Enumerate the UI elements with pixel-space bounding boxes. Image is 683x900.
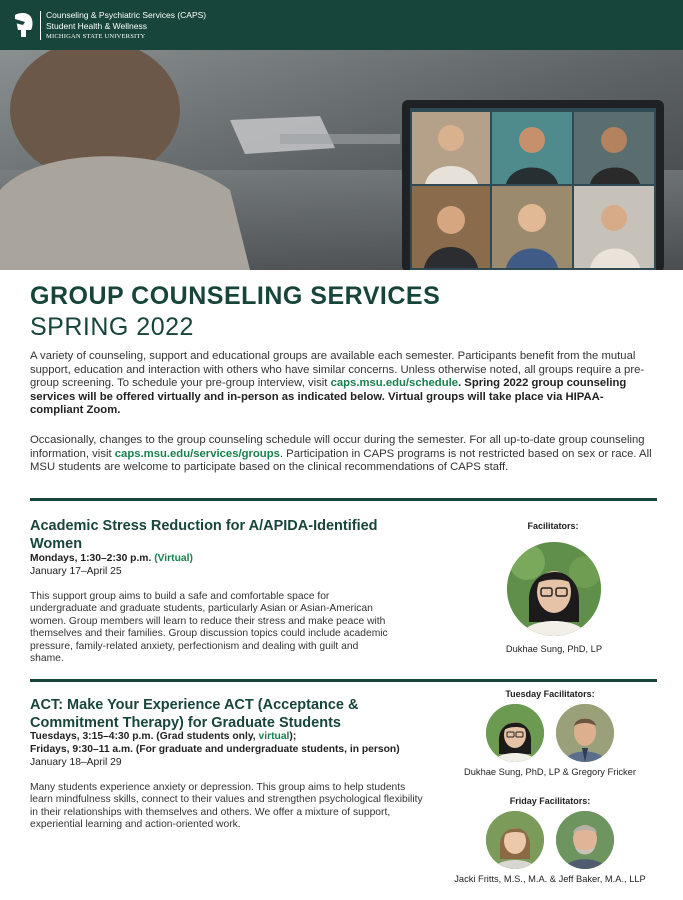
- group-2-tuesday-heading: Tuesday Facilitators:: [505, 689, 595, 699]
- person-photo-icon: [507, 542, 601, 636]
- facilitator-avatar-dukhae-sung: [507, 542, 601, 636]
- intro-paragraph-1: [30, 350, 655, 418]
- facilitator-avatar-jeff-baker: [556, 811, 614, 869]
- group-2-dates: January 18–April 29: [30, 757, 122, 768]
- group-2-schedule-tuesday: [30, 731, 296, 744]
- logo-line-caps: Counseling & Psychiatric Services (CAPS): [46, 10, 207, 20]
- group-1-title: Academic Stress Reduction for A/APIDA-Identified Women: [30, 518, 378, 552]
- logo-divider: [40, 11, 41, 40]
- person-photo-icon: [486, 811, 544, 869]
- facilitator-avatar-jacki-fritts: [486, 811, 544, 869]
- group-1-description: This support group aims to build a safe and comfortable space for undergraduate and graduate students, particularly Asian or Asian-American women. Group members will learn to reduce their stress and make peace with themselves and their families. Group discussion topics could include academic pressure, family-related anxiety, perfectionism and dealing with guilt and shame.: [30, 591, 388, 665]
- person-photo-icon: [556, 704, 614, 762]
- group-2-title: ACT: Make Your Experience ACT (Acceptance & Commitment Therapy) for Graduate Students: [30, 697, 359, 731]
- intro-text-2: Occasionally, changes to the group counseling schedule will occur during the semester. For all up-to-date group counseling information, visit: [30, 434, 645, 460]
- facilitator-avatar-dukhae-sung-2: [486, 704, 544, 762]
- group-1-schedule-time: Mondays, 1:30–2:30 p.m.: [30, 553, 155, 564]
- intro-text-2-rest: . Participation in CAPS programs is not restricted based on sex or race. All MSU students are welcome to participate based on the clinical recommendations of CAPS staff.: [30, 447, 652, 474]
- group-1-mode: (Virtual): [154, 553, 193, 564]
- intro-bold-text: . Spring 2022 group counseling services will be offered virtually and in-person as indicated below. Virtual groups will take place via HIPAA-compliant Zoom.: [30, 377, 627, 417]
- header-bar: [0, 0, 683, 50]
- page-title: GROUP COUNSELING SERVICES: [30, 282, 441, 310]
- group-2-description: Many students experience anxiety or depression. This group aims to help students learn mindfulness skills, connect to their values and strengthen psychological flexibility in their relationships with themselves and others. We offer a mixture of support, experiential learning and action-oriented work.: [30, 782, 423, 831]
- facilitator-avatar-gregory-fricker: [556, 704, 614, 762]
- group-1-facilitators-heading: Facilitators:: [527, 521, 579, 531]
- section-divider-1: [30, 498, 657, 501]
- hero-image: [0, 50, 683, 270]
- logo-line-msu: MICHIGAN STATE UNIVERSITY: [46, 33, 146, 40]
- groups-link[interactable]: caps.msu.edu/services/groups: [114, 447, 280, 460]
- logo-line-shw: Student Health & Wellness: [46, 21, 147, 31]
- group-2-friday-names: Jacki Fritts, M.S., M.A. & Jeff Baker, M.A., LLP: [454, 874, 646, 884]
- spartan-helmet-icon: [12, 12, 34, 38]
- intro-text-1: A variety of counseling, support and educational groups are available each semester. Participants benefit from the mutual support, education and interaction with others who have similar concerns. Unless otherwise noted, all groups require a pre-group screening. To schedule your pre-group interview, visit: [30, 350, 645, 390]
- person-photo-icon: [486, 704, 544, 762]
- intro-paragraph-2: [30, 434, 655, 475]
- group-1-dates: January 17–April 25: [30, 566, 122, 577]
- logo-wordmark: [46, 10, 206, 42]
- group-1-facilitators-names: Dukhae Sung, PhD, LP: [505, 644, 603, 654]
- group-2-tuesday-names: Dukhae Sung, PhD, LP & Gregory Fricker: [464, 767, 636, 777]
- group-2-mode-virtual: virtual: [258, 731, 290, 742]
- group-2-schedule-tuesday-time: Tuesdays, 3:15–4:30 p.m. (Grad students only,: [30, 731, 259, 742]
- group-2-schedule-friday: [30, 744, 400, 757]
- video-call-laptop-photo-icon: [0, 50, 683, 270]
- group-2-friday-heading: Friday Facilitators:: [509, 796, 591, 806]
- group-2-schedule-friday-time: Fridays, 9:30–11 a.m. (For graduate and undergraduate students, in person): [30, 744, 400, 755]
- schedule-link[interactable]: caps.msu.edu/schedule: [330, 377, 459, 390]
- section-divider-2: [30, 679, 657, 682]
- page-subtitle: SPRING 2022: [30, 313, 194, 341]
- person-photo-icon: [556, 811, 614, 869]
- group-1-schedule: [30, 553, 193, 566]
- group-2-schedule-tuesday-end: );: [289, 731, 297, 742]
